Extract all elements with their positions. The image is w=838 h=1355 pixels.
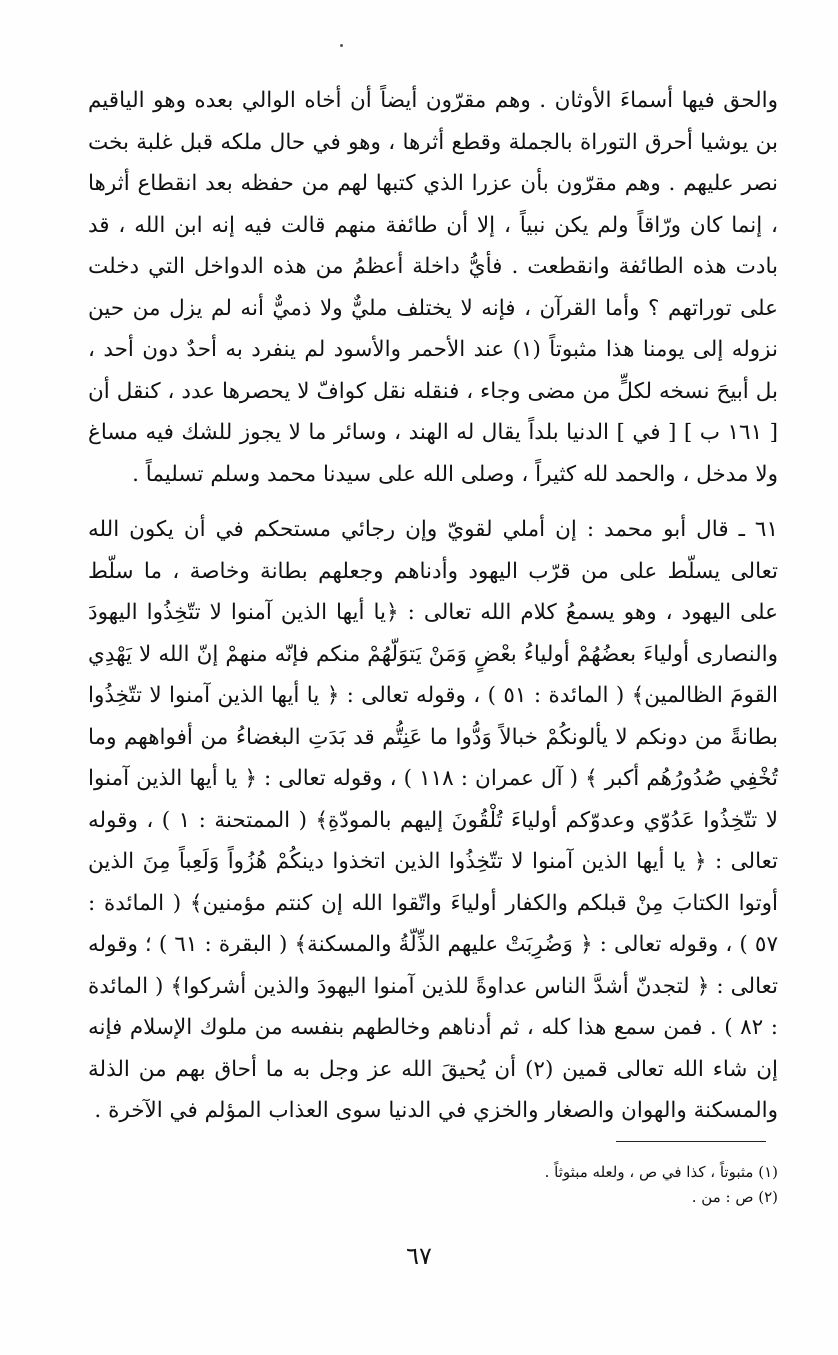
- footnote-2: (٢) ص : من .: [691, 1188, 778, 1206]
- paragraph-61: ٦١ ـ قال أبو محمد : إن أملي لقويّ وإن رجائي مستحكم في أن يكون الله تعالى يسلّط على من قرّب اليهود وأدناهم وجعلهم بطانة وخاصة ، ما سلّط على اليهود ، وهو يسمعُ كلام الله تعالى : ﴿يا أيها الذين آمنوا لا تتّخِذُوا اليهودَ والنصارى أولياءَ بعضُهُمْ أولياءُ بعْضٍ وَمَنْ يَتوَلّهُمْ منكم فإنّه منهمْ إنّ الله لا يَهْدِي القومَ الظالمين﴾ ( المائدة : ٥١ ) ، وقوله تعالى : ﴿ يا أيها الذين آمنوا لا تتّخِذُوا بطانةً من دونكم لا يألونكُمْ خبالاً وَدُّوا ما عَنِتُّم قد بَدَتِ البغضاءُ من أفواههم وما تُخْفِي صُدُورُهُم أكبر ﴾ ( آل عمران : ١١٨ ) ، وقوله تعالى : ﴿ يا أيها الذين آمنوا لا تتّخِذُوا عَدُوّي وعدوّكم أولياءَ تُلْقُونَ إليهم بالمودّةِ﴾ ( الممتحنة : ١ ) ، وقوله تعالى : ﴿ يا أيها الذين آمنوا لا تتّخِذُوا الذين اتخذوا دينكُمْ هُزُواً وَلَعِباً مِنَ الذين أوتوا الكتابَ مِنْ قبلكم والكفار أولياءَ واتّقوا الله إن كنتم مؤمنين﴾ ( المائدة : ٥٧ ) ، وقوله تعالى : ﴿ وَضُرِبَتْ عليهم الذِّلّةُ والمسكنة﴾ ( البقرة : ٦١ ) ؛ وقوله تعالى : ﴿ لتجدنّ أشدَّ الناس عداوةً للذين آمنوا اليهودَ والذين أشركوا﴾ ( المائدة : ٨٢ ) . فمن سمع هذا كله ، ثم أدناهم وخالطهم بنفسه من ملوك الإسلام فإنه إن شاء الله تعالى قمين (٢) أن يُحيقَ الله عز وجل به ما أحاق بهم من الذلة والمسكنة والهوان والصغار والخزي في الدنيا سوى العذاب المؤلم في الآخرة .: [88, 517, 778, 1123]
- page-speck: [340, 44, 343, 47]
- paragraph-torah-discussion: والحق فيها أسماءَ الأوثان . وهم مقرّون أيضاً أن أخاه الوالي بعده وهو الياقيم بن يوشيا أحرق التوراة بالجملة وقطع أثرها ، وهو في حال ملكه قبل غلبة بخت نصر عليهم . وهم مقرّون بأن عزرا الذي كتبها لهم من حفظه بعد انقطاع أثرها ، إنما كان ورّاقاً ولم يكن نبياً ، إلا أن طائفة منهم قالت فيه إنه ابن الله ، قد بادت هذه الطائفة وانقطعت . فأيُّ داخلة أعظمُ من هذه الدواخل التي دخلت على توراتهم ؟ وأما القرآن ، فإنه لا يختلف مليٌّ ولا ذميٌّ أنه لم يزل من حين نزوله إلى يومنا هذا مثبوتاً (١) عند الأحمر والأسود لم ينفرد به أحدٌ دون أحد ، بل أبيحَ نسخه لكلٍّ من مضى وجاء ، فنقله نقل كوافّ لا يحصرها عدد ، كنقل أن [ ١٦١ ب ] [ في ] الدنيا بلداً يقال له الهند ، وسائر ما لا يجوز للشك فيه مساغ ولا مدخل ، والحمد لله كثيراً ، وصلى الله على سيدنا محمد وسلم تسليماً .: [88, 88, 778, 487]
- footnotes: [278, 1160, 778, 1210]
- footnote-divider: [616, 1141, 766, 1142]
- page-number: ٦٧: [406, 1242, 432, 1270]
- main-text: [88, 80, 778, 1132]
- footnote-1: (١) مثبوتاً ، كذا في ص ، ولعله مبثوثاً .: [544, 1163, 778, 1181]
